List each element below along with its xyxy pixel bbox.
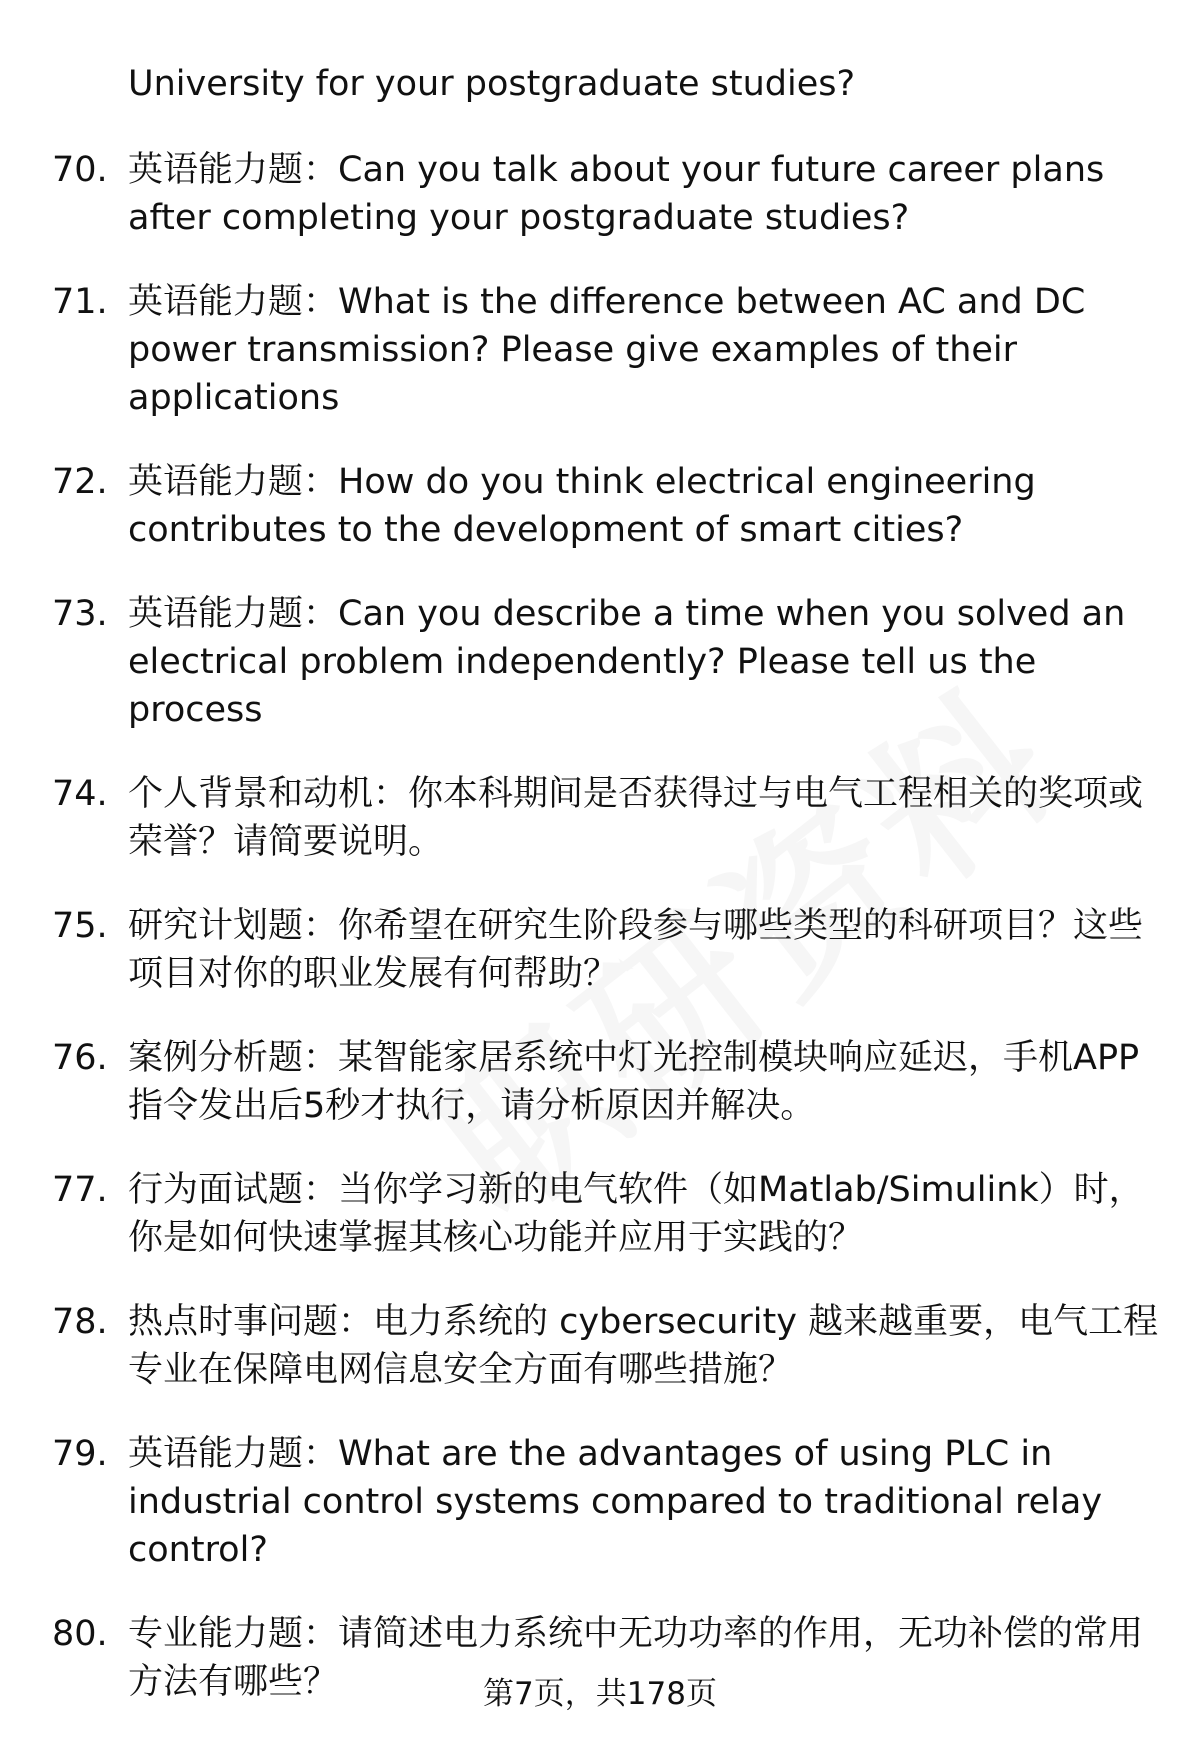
question-number: 80.	[52, 1614, 108, 1654]
question-text: 研究计划题：你希望在研究生阶段参与哪些类型的科研项目？这些项目对你的职业发展有何帮助？	[128, 906, 1144, 994]
question-text: 英语能力题：What are the advantages of using PLC in industrial control systems compared to traditional relay control?	[128, 1434, 1103, 1570]
question-item	[0, 1430, 1200, 1574]
question-text: 案例分析题：某智能家居系统中灯光控制模块响应延迟，手机APP指令发出后5秒才执行，请分析原因并解决。	[128, 1038, 1140, 1126]
question-text: 英语能力题：How do you think electrical engineering contributes to the development of smart cities?	[128, 462, 1036, 550]
question-item	[0, 146, 1200, 242]
question-item	[0, 902, 1200, 998]
page-footer: 第7页，共178页	[483, 1676, 717, 1712]
question-list	[0, 146, 1200, 1742]
question-item	[0, 278, 1200, 422]
question-item	[0, 590, 1200, 734]
question-text: 英语能力题：Can you describe a time when you solved an electrical problem independently? Please tell us the process	[128, 594, 1126, 730]
question-item	[0, 458, 1200, 554]
question-item	[0, 1166, 1200, 1262]
continued-question-text: University for your postgraduate studies?	[128, 64, 856, 104]
question-text: 英语能力题：Can you talk about your future career plans after completing your postgraduate studies?	[128, 150, 1105, 238]
question-number: 77.	[52, 1170, 108, 1210]
question-text: 行为面试题：当你学习新的电气软件（如Matlab/Simulink）时，你是如何快速掌握其核心功能并应用于实践的？	[128, 1170, 1144, 1258]
question-item	[0, 1298, 1200, 1394]
question-number: 74.	[52, 774, 108, 814]
question-number: 78.	[52, 1302, 108, 1342]
question-text: 个人背景和动机：你本科期间是否获得过与电气工程相关的奖项或荣誉？请简要说明。	[128, 774, 1144, 862]
question-item	[0, 1034, 1200, 1130]
question-number: 70.	[52, 150, 108, 190]
question-text: 英语能力题：What is the difference between AC and DC power transmission? Please give examples of their applications	[128, 282, 1086, 418]
question-text: 专业能力题：请简述电力系统中无功功率的作用，无功补偿的常用方法有哪些？	[128, 1614, 1144, 1702]
question-number: 72.	[52, 462, 108, 502]
question-item	[0, 770, 1200, 866]
question-number: 71.	[52, 282, 108, 322]
question-number: 76.	[52, 1038, 108, 1078]
question-text: 热点时事问题：电力系统的 cybersecurity 越来越重要，电气工程专业在保障电网信息安全方面有哪些措施？	[128, 1302, 1159, 1390]
question-number: 73.	[52, 594, 108, 634]
question-number: 79.	[52, 1434, 108, 1474]
question-number: 75.	[52, 906, 108, 946]
